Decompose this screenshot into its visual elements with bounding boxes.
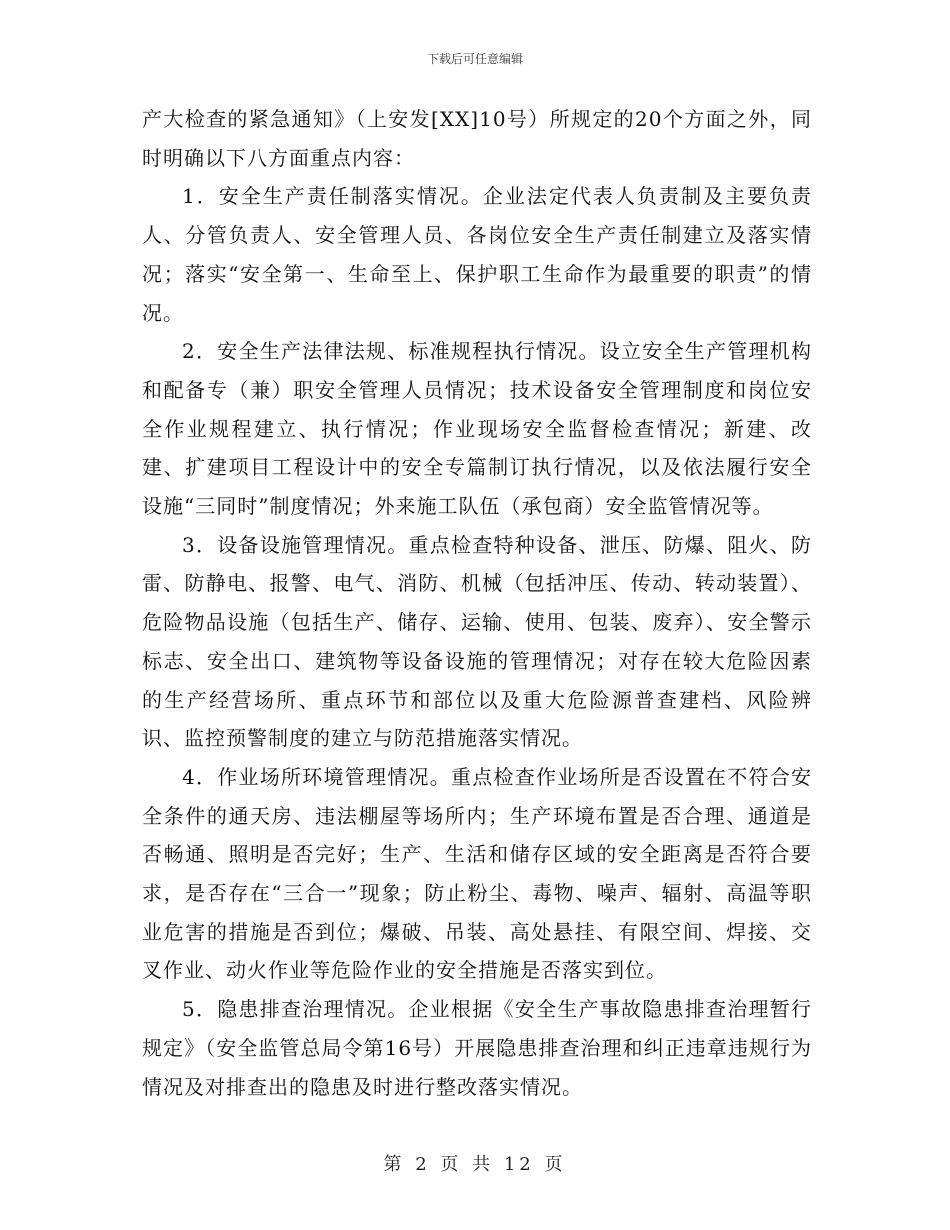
paragraph-item-2: 2．安全生产法律法规、标准规程执行情况。设立安全生产管理机构和配备专（兼）职安全管理人员情况；技术设备安全管理制度和岗位安全作业规程建立、执行情况；作业现场安全监督检查情况；新建、改建、扩建项目工程设计中的安全专篇制订执行情况，以及依法履行安全设施“三同时”制度情况；外来施工队伍（承包商）安全监管情况等。 — [142, 339, 812, 519]
paragraph-item-1: 1．安全生产责任制落实情况。企业法定代表人负责制及主要负责人、分管负责人、安全管理人员、各岗位安全生产责任制建立及落实情况；落实“安全第一、生命至上、保护职工生命作为最重要的职责”的情况。 — [142, 184, 812, 325]
paragraph-continuation: 产大检查的紧急通知》（上安发[XX]10号）所规定的20个方面之外，同时明确以下八方面重点内容： — [142, 107, 812, 170]
page-footer — [0, 1150, 950, 1176]
paragraph-item-3: 3．设备设施管理情况。重点检查特种设备、泄压、防爆、阻火、防雷、防静电、报警、电气、消防、机械（包括冲压、传动、转动装置）、危险物品设施（包括生产、储存、运输、使用、包装、废弃）、安全警示标志、安全出口、建筑物等设备设施的管理情况；对存在较大危险因素的生产经营场所、重点环节和部位以及重大危险源普查建档、风险辨识、监控预警制度的建立与防范措施落实情况。 — [142, 532, 812, 751]
document-body — [142, 100, 812, 1106]
page-header — [0, 50, 950, 67]
header-note: 下载后可任意编辑 — [426, 52, 523, 66]
paragraph-item-5: 5．隐患排查治理情况。企业根据《安全生产事故隐患排查治理暂行规定》（安全监管总局令第16号）开展隐患排查治理和纠正违章违规行为情况及对排查出的隐患及时进行整改落实情况。 — [142, 997, 812, 1099]
page-number: 第 2 页 共 12 页 — [383, 1154, 567, 1175]
paragraph-item-4: 4．作业场所环境管理情况。重点检查作业场所是否设置在不符合安全条件的通天房、违法棚屋等场所内；生产环境布置是否合理、通道是否畅通、照明是否完好；生产、生活和储存区域的安全距离是否符合要求，是否存在“三合一”现象；防止粉尘、毒物、噪声、辐射、高温等职业危害的措施是否到位；爆破、吊装、高处悬挂、有限空间、焊接、交叉作业、动火作业等危险作业的安全措施是否落实到位。 — [142, 764, 812, 983]
